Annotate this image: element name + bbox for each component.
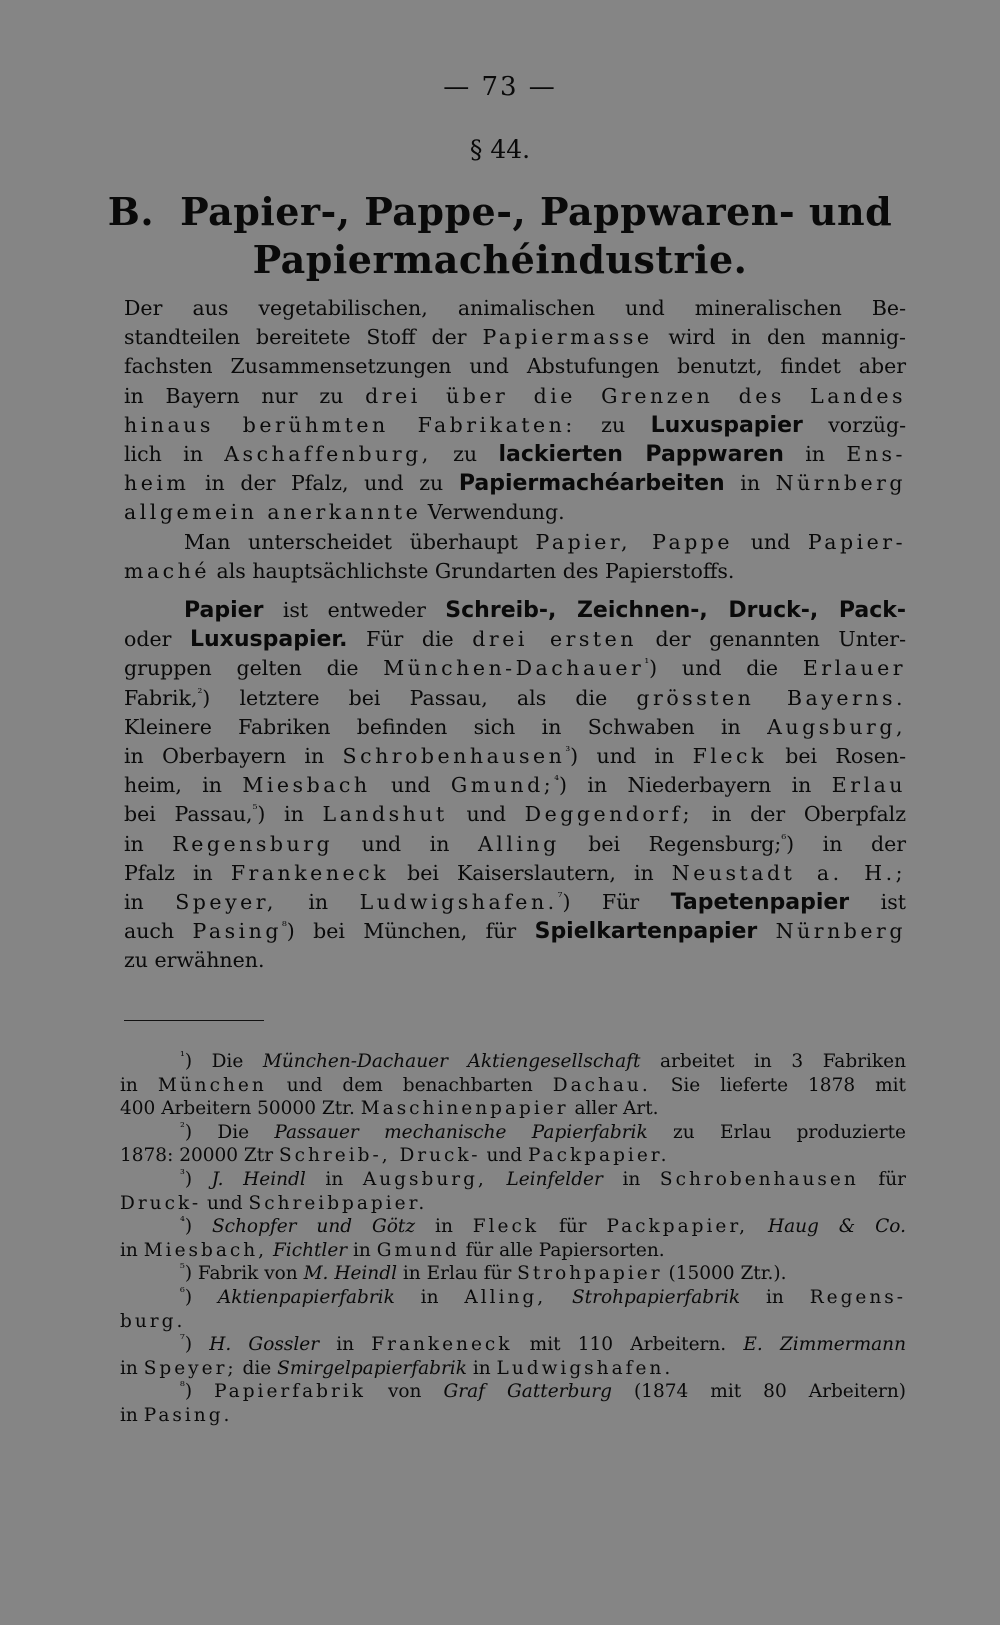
text-run: München-Dachauer [383,656,645,681]
text-run: drei über die Grenzen des Landes [365,383,906,408]
text-run: Kleinere Fabriken befinden sich in Schwaben in [124,714,768,739]
text-run: und [370,773,451,798]
text-run: drei ersten [472,627,637,652]
text-run: in [602,1168,660,1190]
text-run: ist entweder [263,598,446,623]
text-run: (1874 mit 80 Arbeitern) [611,1381,907,1403]
text-run [546,1287,572,1308]
body-line [124,411,906,440]
text-run: als hauptsächlichste Grundarten des Papierstoffs. [209,558,735,583]
body-line [124,859,906,888]
text-run: ) in Niederbayern in [558,773,832,798]
body-line [124,946,906,975]
text-run: Schopfer und Götz [211,1216,416,1238]
text-run: ) und in [570,744,693,769]
text-run: in [783,442,847,467]
text-run: Ens- [846,442,906,467]
text-run: ) Für [562,890,671,915]
text-run: Neustadt a. H.; [671,860,906,885]
text-run: ) Fabrik von [184,1263,304,1285]
text-run: heim, in [124,773,243,798]
text-run: in der Pfalz, und zu [189,471,459,496]
footnote-ref: ⁸ [281,919,287,934]
text-run: bei Rosen- [766,744,906,769]
footnote-ref: ⁴ [180,1214,185,1228]
footnote-line [120,1310,906,1334]
body-line [124,800,906,829]
body-line [124,771,906,800]
text-run: von [365,1381,444,1403]
text-run: ) in [257,802,323,827]
footnote-line [120,1168,906,1192]
body-text [124,294,906,976]
body-line [124,888,906,917]
text-run: Man unterscheidet überhaupt [184,529,536,554]
footnote-line [120,1380,906,1404]
text-run: wird in den mannig- [652,325,906,350]
text-run: in [724,471,776,496]
text-run: oder [124,627,190,652]
footnote-ref: ⁷ [180,1331,185,1346]
text-run: Deggendorf; [524,802,694,827]
text-run: Ludwigshafen. [359,890,558,915]
text-run: Speyer; [143,1357,237,1379]
text-run: Schreib-, Druck- [278,1145,481,1167]
text-run: für [539,1216,607,1238]
body-line [124,830,906,859]
footnote-ref: ² [180,1119,185,1134]
text-run: ist [849,890,906,915]
text-run: auch [124,919,193,944]
text-run: Gmund; [450,773,555,798]
text-run: maché [124,558,210,583]
text-run: Smirgelpapierfabrik [277,1357,467,1379]
text-run: Fleck [692,744,767,769]
body-line [124,654,906,683]
text-run: gruppen gelten die [124,656,384,681]
text-run: ) [184,1334,210,1356]
text-run: Aktienpapierfabrik [217,1286,395,1308]
text-run: in [120,1074,158,1096]
text-run: Speyer, [175,890,277,915]
text-run: Regensburg [172,831,334,856]
text-run: und [447,802,525,827]
text-run: in [740,1286,810,1308]
text-run: München [157,1074,267,1096]
text-run: mit 110 Arbeitern. [512,1334,744,1356]
text-run: Regens- [809,1286,907,1308]
text-run: ) [184,1168,212,1190]
section-number: § 44. [469,135,531,164]
text-run: Schreibpapier. [248,1192,428,1214]
text-run: Fichtler [272,1239,348,1261]
text-run: Dachau. [552,1074,651,1096]
title-line-2: Papiermachéindustrie. [252,237,748,282]
footnote-ref: ⁵ [252,802,258,817]
body-line [124,596,906,625]
text-run: zu Erlau produzierte [647,1121,906,1143]
body-line [124,742,906,771]
text-run: standteilen bereitete Stoff der [124,325,483,350]
footnote-ref: ³ [180,1166,185,1181]
text-run: hinaus berühmten Fabrikaten: [124,412,576,437]
text-run: in [415,1216,473,1238]
footnote-ref: ⁶ [180,1284,185,1299]
text-run: Pfalz in [124,860,231,885]
text-run: und [480,1145,528,1167]
footnote-ref: ¹ [180,1048,185,1063]
text-run: Der aus vegetabilischen, animalischen und mineralischen Be- [124,296,906,320]
text-run: die [236,1357,278,1379]
text-run: der genannten Unter- [636,627,906,652]
text-run: Haug & Co. [767,1216,907,1238]
body-line [124,917,906,946]
text-run: Schreib-, Zeichnen-, Druck-, Pack- [445,598,906,624]
text-run: ) Die [184,1121,275,1143]
footnote-line [120,1262,906,1286]
text-run: und dem benachbarten [266,1074,553,1096]
text-run: in [276,890,360,915]
text-run: Landshut [322,802,448,827]
text-run: Luxuspapier. [189,627,348,653]
body-line [124,469,906,498]
body-line [124,294,906,323]
text-run: ) [184,1381,215,1403]
text-run: Frankeneck [230,860,390,885]
text-run: Miesbach, [143,1239,268,1261]
text-run: in [394,1286,465,1308]
text-run: in [347,1239,377,1261]
text-run: Packpapier. [528,1145,670,1167]
text-run: Fabrik, [124,685,198,710]
text-run: M. Heindl [303,1263,397,1285]
text-run: in Erlau für [397,1263,518,1285]
footnote-line [120,1192,906,1216]
text-run: allgemein anerkannte [124,500,422,525]
text-run: in Bayern nur zu [124,383,366,408]
footnote-line [120,1333,906,1357]
text-run: Packpapier, [606,1216,749,1238]
footnote-line [120,1215,906,1239]
text-run [748,1216,768,1237]
footnote-line [120,1239,906,1263]
text-run: Augsburg, [767,714,906,739]
body-line [124,498,906,527]
text-run: Strohpapier [517,1263,663,1285]
text-run: Pasing. [143,1404,233,1426]
text-run: ) Die [184,1051,263,1072]
text-run [487,1169,507,1190]
text-run: in [319,1334,372,1356]
text-run: arbeitet in 3 Fabriken [640,1051,906,1072]
text-run: und [201,1192,249,1214]
text-run: in [124,831,173,856]
text-run: 400 Arbeitern 50000 Ztr. [120,1098,361,1120]
text-run: Sie lieferte 1878 mit [650,1074,906,1096]
text-run: zu [431,442,499,467]
text-run: burg. [120,1310,186,1332]
title-letter: B. [107,189,155,234]
text-run: Augsburg, [362,1168,487,1190]
text-run: Druck- [120,1192,202,1214]
body-line [124,528,906,557]
text-run: Alling, [464,1286,547,1308]
text-run: aller Art. [568,1098,659,1120]
text-run: Schrobenhausen [342,744,566,769]
footnote-line [120,1074,906,1098]
text-run: für [858,1168,906,1190]
text-run: zu [575,412,651,437]
body-line [124,323,906,352]
text-run: Passauer mechanische Papierfabrik [274,1121,648,1143]
footnote-ref: ⁶ [781,831,787,846]
text-run: in [466,1357,497,1379]
text-run: Schrobenhausen [659,1168,859,1190]
text-run: Leinfelder [506,1168,603,1190]
footnote-ref: ⁸ [180,1379,185,1394]
text-run: Pasing [192,919,282,944]
footnote-line [120,1144,906,1168]
text-run: (15000 Ztr.). [662,1263,787,1285]
body-line [124,557,906,586]
footnote-ref: ¹ [644,656,650,671]
text-run: in [120,1239,144,1261]
text-run: ) [184,1286,218,1308]
body-line [124,713,906,742]
footnote-ref: ² [197,685,203,700]
text-run: für alle Papiersorten. [459,1239,665,1261]
text-run: Gmund [376,1239,460,1261]
title-line-1 [0,188,1000,236]
text-run: Miesbach [242,773,371,798]
text-run: ) in der [786,831,906,856]
footnote-line [120,1286,906,1310]
text-run: Spielkartenpapier [534,919,758,945]
text-run: in der Oberpfalz [693,802,907,827]
text-run: Erlauer [802,656,907,681]
text-run: Strohpapierfabrik [572,1286,741,1308]
text-run: Fleck [472,1216,540,1238]
text-run: Ludwigshafen. [496,1357,674,1379]
body-line [124,440,906,469]
text-run: J. Heindl [211,1168,306,1190]
footnote-line [120,1050,906,1074]
text-run: bei Passau, [124,802,253,827]
footnote-line [120,1097,906,1121]
page-number: — 73 — [443,72,557,102]
text-run: Nürnberg [775,919,906,944]
text-run: vorzüg- [802,412,906,437]
footnote-ref: ⁷ [557,890,563,905]
text-run: Papier [184,598,264,624]
text-run: in [120,1404,144,1426]
text-run: ) bei München, für [286,919,535,944]
text-run: München-Dachauer Aktiengesellschaft [262,1051,641,1072]
text-run: ) und die [649,656,803,681]
footnote-separator [124,1020,264,1021]
text-run: Tapetenpapier [670,890,850,916]
footnote-line [120,1404,906,1428]
text-run: Luxuspapier [650,412,803,438]
text-run: in [305,1168,363,1190]
text-run: Alling [477,831,560,856]
text-run: 1878: 20000 Ztr [120,1145,279,1167]
text-run: Für die [347,627,473,652]
text-run: Papiermasse [482,325,653,350]
text-run: und [733,529,808,554]
text-run: in [120,1357,144,1379]
footnotes [120,1050,906,1428]
text-run: fachsten Zusammensetzungen und Abstufungen benutzt, findet aber [124,354,906,379]
text-run: zu erwähnen. [124,948,265,973]
text-run: Frankeneck [371,1334,513,1356]
text-run: Papier- [807,529,906,554]
text-run: E. Zimmermann [743,1334,906,1356]
text-run: Papiermachéarbeiten [458,471,725,497]
text-run: H. Gossler [209,1334,320,1356]
text-run [757,919,775,943]
footnote-line [120,1357,906,1381]
footnote-ref: ³ [565,744,571,759]
text-run: grössten Bayerns. [636,685,907,710]
body-line [124,684,906,713]
text-run: in [124,890,176,915]
text-run: bei Kaiserslautern, in [389,860,672,885]
text-run: heim [124,471,190,496]
text-run: lackierten Pappwaren [498,442,784,468]
text-run: lich in [124,442,225,467]
text-run: Erlau [831,773,907,798]
text-run: Papier, Pappe [535,529,734,554]
text-run: Maschinenpapier [360,1098,569,1120]
text-run: Nürnberg [775,471,906,496]
text-run: in Oberbayern in [124,744,343,769]
text-run: und in [333,831,478,856]
text-run: bei Regensburg; [559,831,782,856]
text-run: Graf Gatterburg [443,1381,612,1403]
text-run: Papierfabrik [214,1381,366,1403]
text-run: ) letztere bei Passau, als die [202,685,637,710]
body-line [124,352,906,381]
body-line [124,382,906,411]
text-run: Aschaffenburg, [224,442,432,467]
footnote-line [120,1121,906,1145]
title-text-1: Papier-, Pappe-, Pappwaren- und [180,189,893,234]
footnote-ref: ⁴ [554,773,559,788]
body-line [124,625,906,654]
chapter-title [0,188,1000,284]
footnote-ref: ⁵ [180,1261,185,1276]
text-run: Verwendung. [421,500,565,525]
text-run: ) [184,1216,212,1238]
